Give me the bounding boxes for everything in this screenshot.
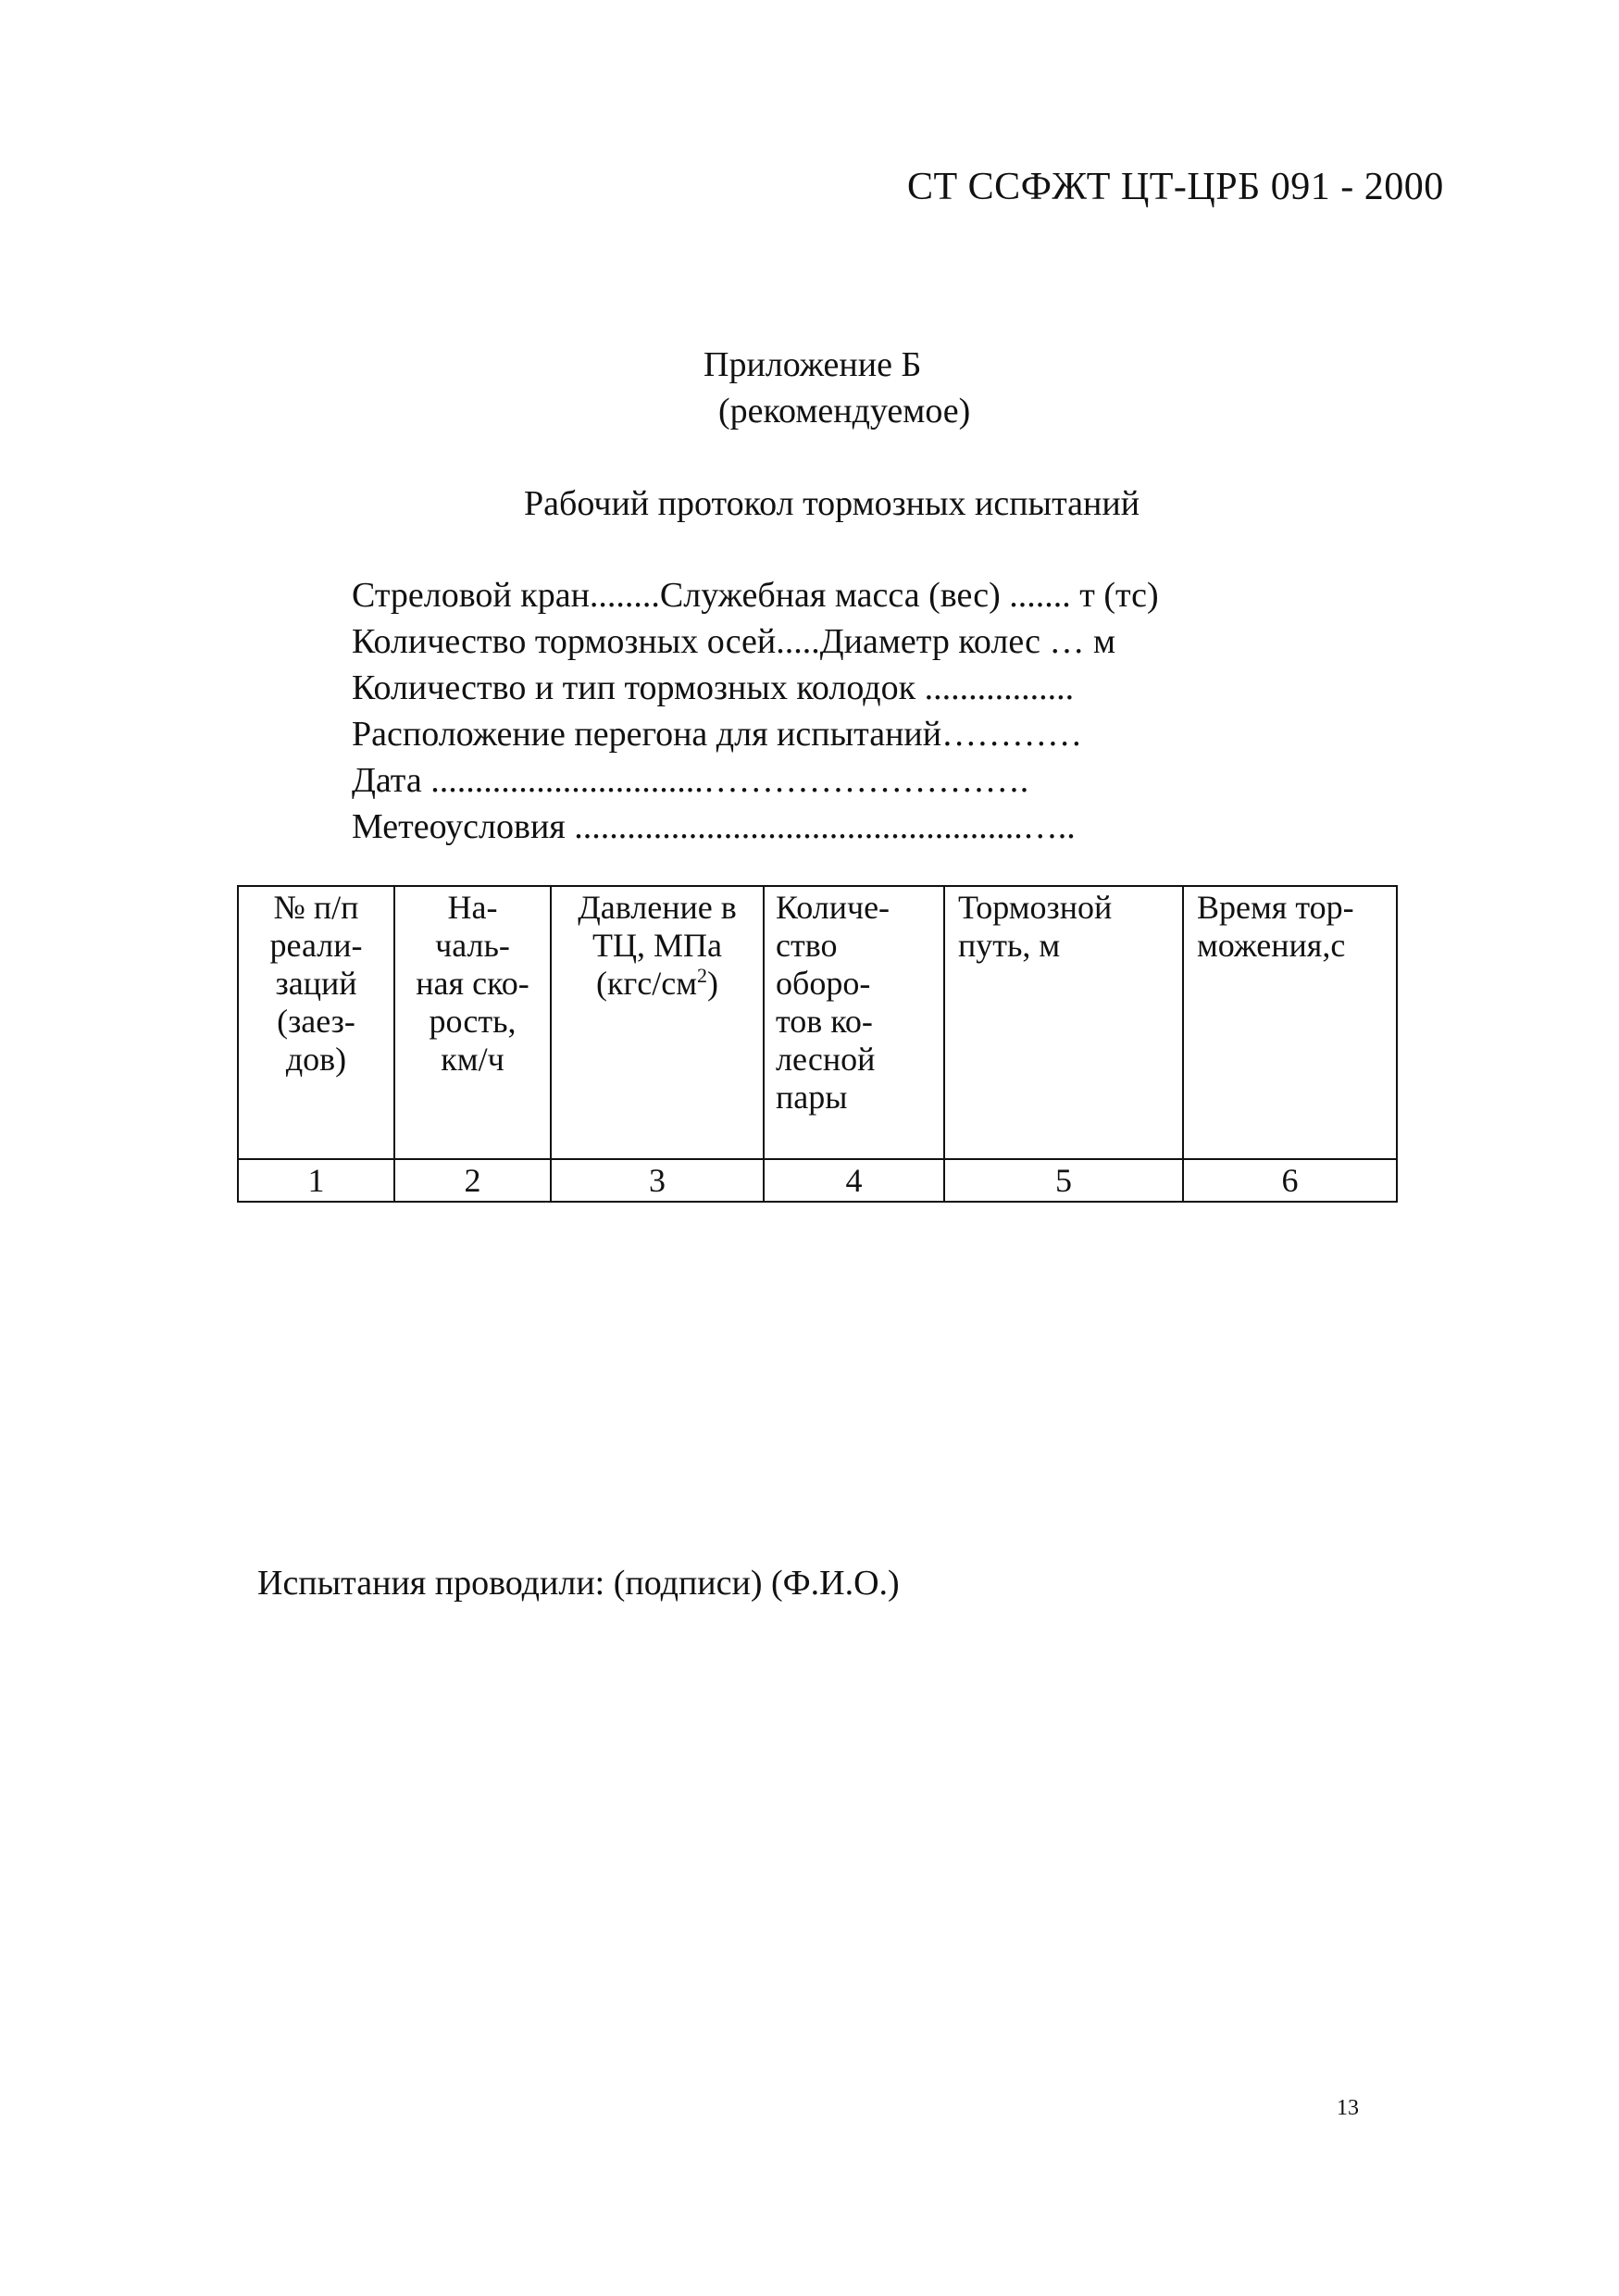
annex-subtitle: (рекомендуемое): [718, 392, 971, 430]
field-crane-mass: Стреловой кран........Служебная масса (вес) ....... т (тс): [352, 576, 1159, 615]
header-wheel-revolutions: Количе- ство оборо- тов ко- лесной пары: [764, 886, 944, 1159]
header-initial-speed: На- чаль- ная ско- рость, км/ч: [394, 886, 551, 1159]
column-number: 1: [238, 1159, 394, 1202]
field-weather: Метеоусловия ...................................................…..: [352, 807, 1076, 846]
header-cylinder-pressure: Давление в ТЦ, МПа $(кгс/см^2)$: [551, 886, 764, 1159]
column-number: 5: [944, 1159, 1183, 1202]
pressure-unit: $(кгс/см^2)$: [596, 964, 718, 1002]
field-test-section: Расположение перегона для испытаний…………: [352, 715, 1083, 754]
protocol-title: Рабочий протокол тормозных испытаний: [524, 484, 1140, 523]
column-number: 6: [1183, 1159, 1397, 1202]
header-braking-time: Время тор- можения,с: [1183, 886, 1397, 1159]
field-date: Дата ...............................……………………….: [352, 761, 1029, 800]
header-run-number: № п/п реали- заций (заез- дов): [238, 886, 394, 1159]
column-number: 2: [394, 1159, 551, 1202]
page-number: 13: [1337, 2096, 1359, 2120]
table-header-row: [238, 886, 1397, 1159]
protocol-fields: [352, 572, 1159, 850]
table-number-row: [238, 1159, 1397, 1202]
field-axles-wheel-diameter: Количество тормозных осей.....Диаметр колес … м: [352, 622, 1116, 661]
annex-title: Приложение Б: [704, 345, 922, 384]
column-number: 3: [551, 1159, 764, 1202]
brake-test-table: [237, 885, 1398, 1203]
document-code: СТ ССФЖТ ЦТ-ЦРБ 091 - 2000: [907, 166, 1444, 208]
header-braking-distance: Тормозной путь, м: [944, 886, 1183, 1159]
column-number: 4: [764, 1159, 944, 1202]
signatures-line: Испытания проводили: (подписи) (Ф.И.О.): [257, 1564, 900, 1603]
field-brake-shoes: Количество и тип тормозных колодок .................: [352, 668, 1075, 707]
